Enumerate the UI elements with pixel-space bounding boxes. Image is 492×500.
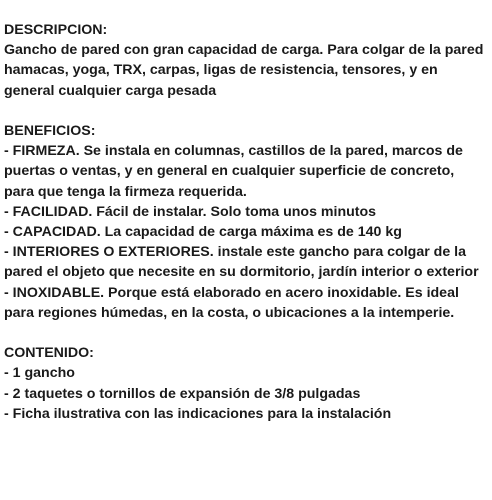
beneficio-capacidad: - CAPACIDAD. La capacidad de carga máxima es de 140 kg	[4, 224, 402, 241]
contenido-item-taquetes: - 2 taquetes o tornillos de expansión de 3/8 pulgadas	[4, 385, 361, 402]
beneficios-heading: BENEFICIOS:	[4, 123, 96, 139]
contenido-item-gancho: - 1 gancho	[4, 365, 75, 382]
beneficio-firmeza: - FIRMEZA. Se instala en columnas, castillos de la pared, marcos de puertas o ventas, y en general en cualquier superficie de concreto, para que tenga la firmeza requerida.	[4, 143, 463, 200]
contenido-item-ficha: - Ficha ilustrativa con las indicaciones para la instalación	[4, 405, 392, 422]
beneficios-section	[4, 121, 488, 323]
beneficio-facilidad: - FACILIDAD. Fácil de instalar. Solo toma unos minutos	[4, 203, 377, 220]
descripcion-heading: DESCRIPCION:	[4, 22, 108, 38]
contenido-heading: CONTENIDO:	[4, 345, 94, 362]
descripcion-text: Gancho de pared con gran capacidad de carga. Para colgar de la pared hamacas, yoga, TRX, carpas, ligas de resistencia, tensores, y en general cualquier carga pesada	[4, 42, 484, 99]
beneficio-interiores-exteriores: - INTERIORES O EXTERIORES. instale este gancho para colgar de la pared el objeto que necesite en su dormitorio, jardín interior o exterior	[4, 244, 479, 281]
descripcion-section	[4, 20, 488, 101]
beneficio-inoxidable: - INOXIDABLE. Porque está elaborado en acero inoxidable. Es ideal para regiones húmedas, en la costa, o ubicaciones a la intemperie.	[4, 284, 459, 321]
product-description-document	[4, 20, 488, 424]
contenido-section	[4, 343, 488, 424]
